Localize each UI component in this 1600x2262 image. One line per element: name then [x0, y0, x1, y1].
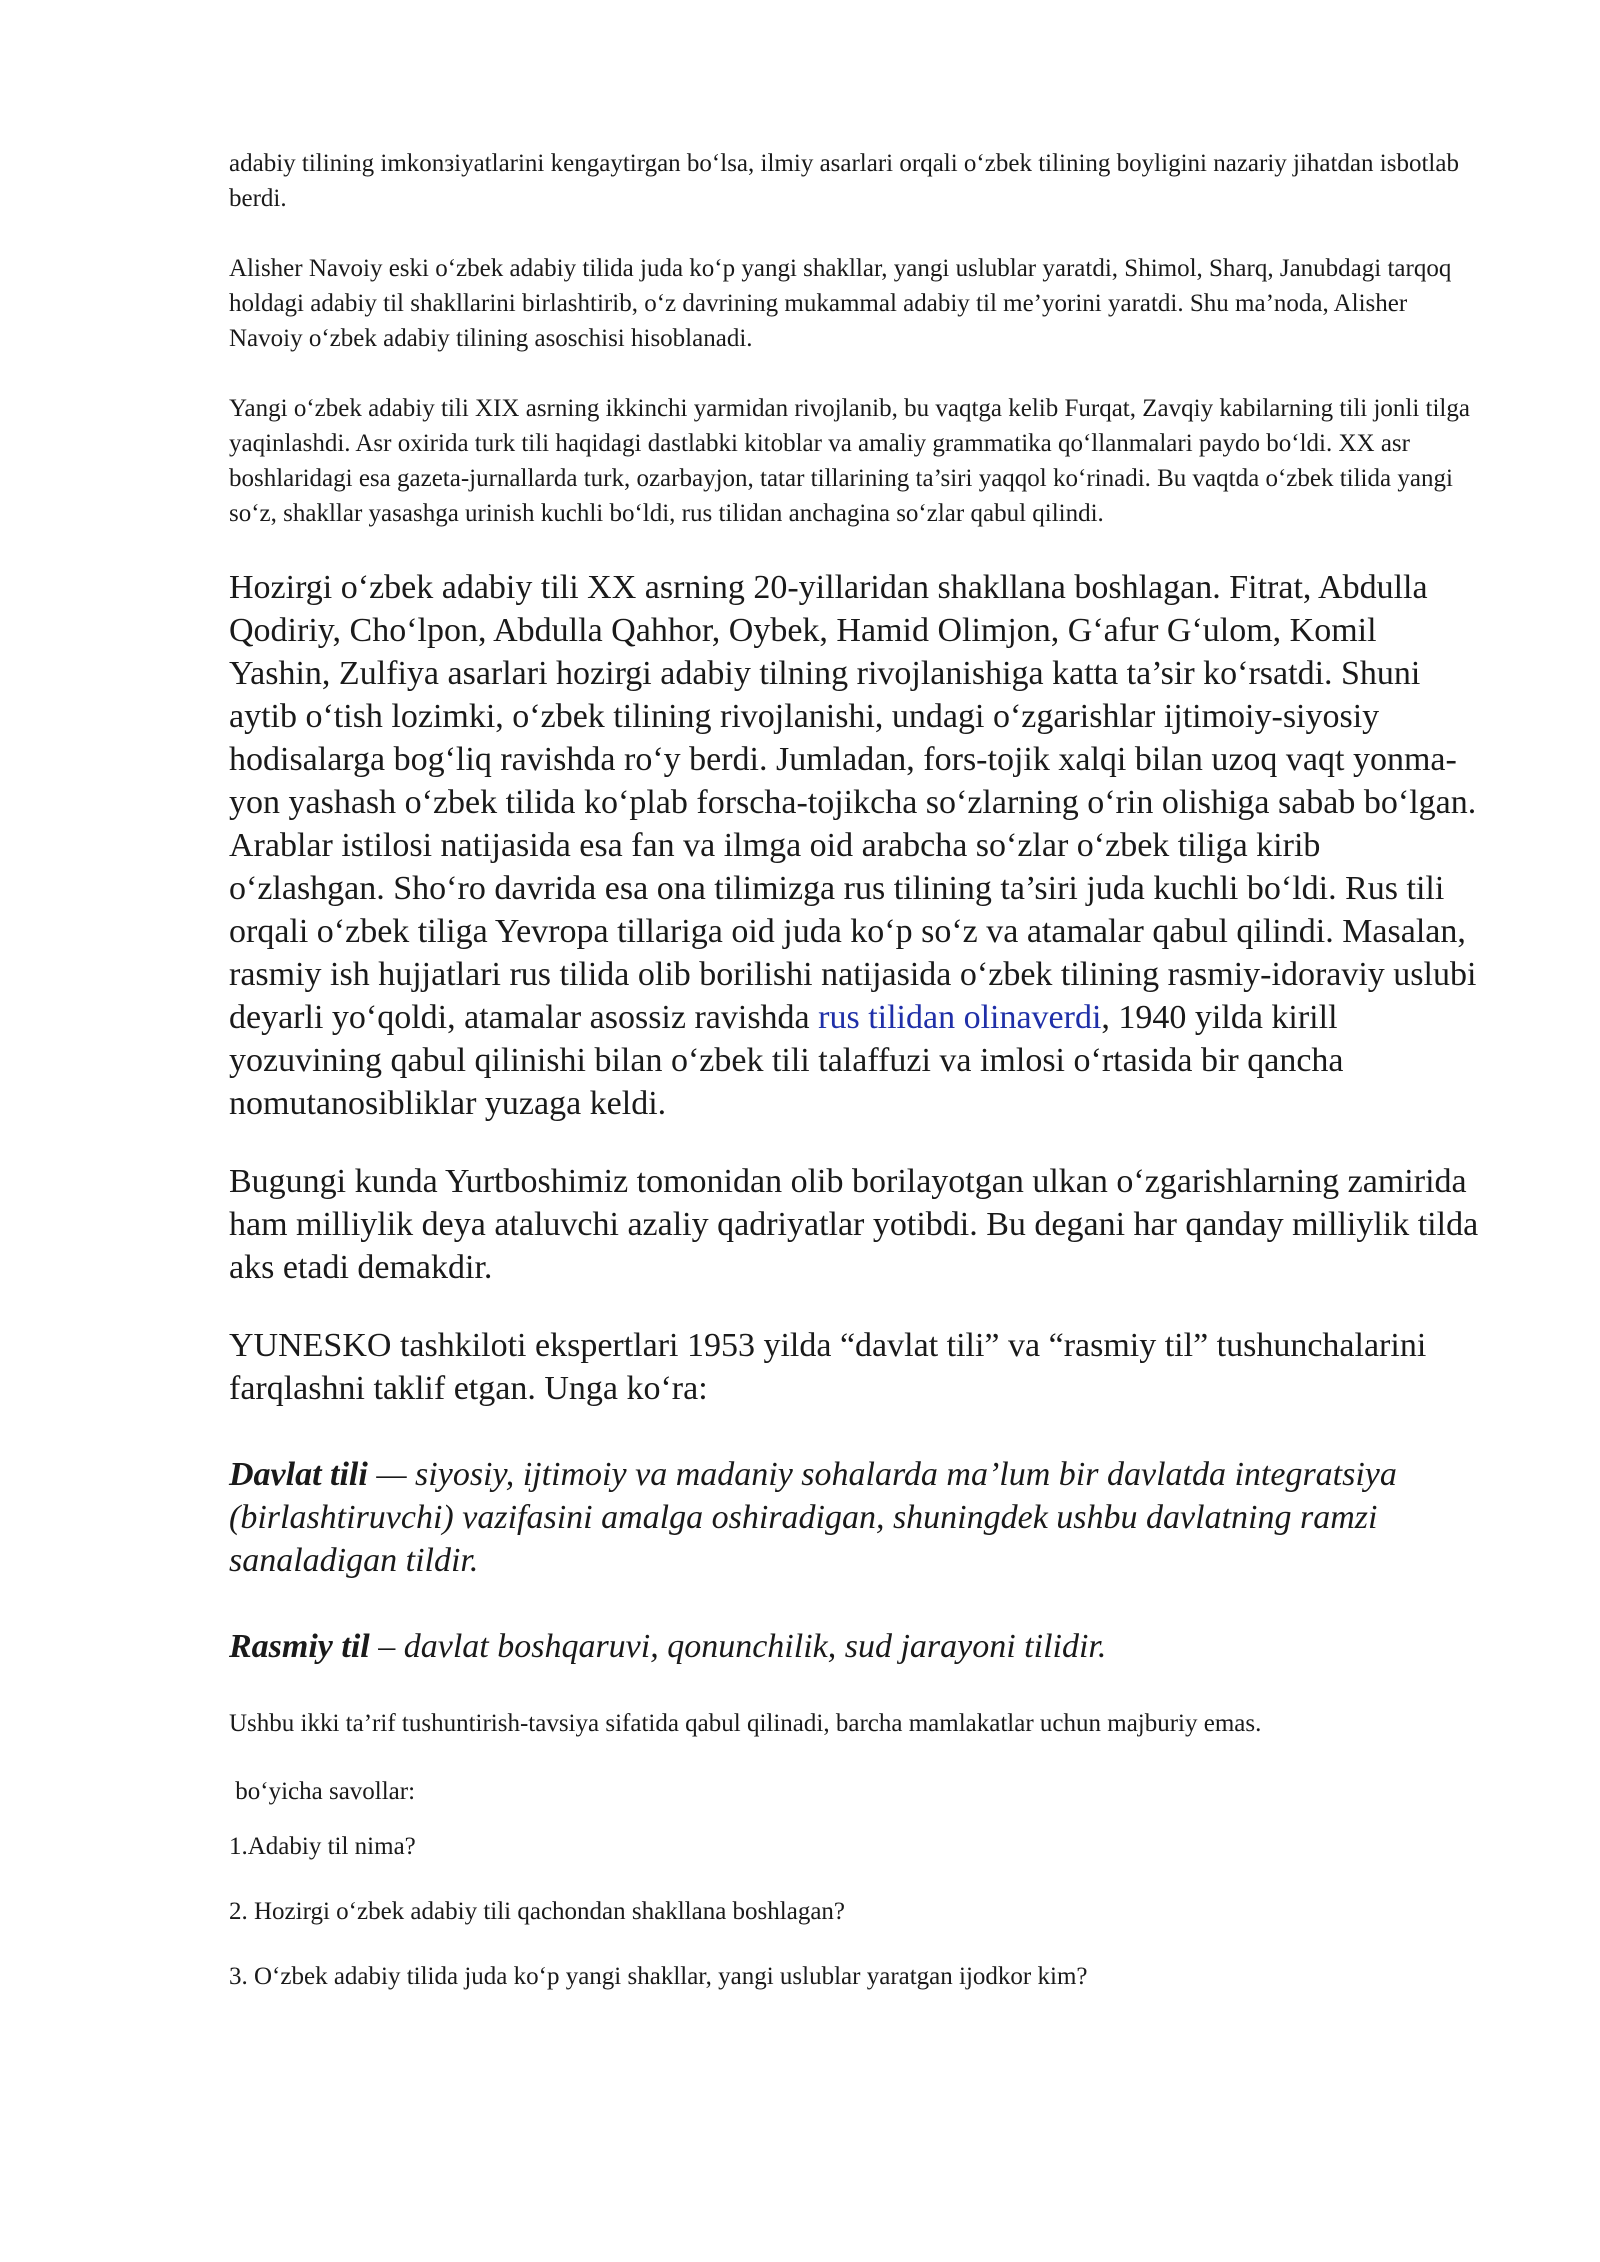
paragraph-text: Hozirgi o‘zbek adabiy tili XX asrning 20-yillaridan shakllana boshlagan. Fitrat, Abdulla Qodiriy, Cho‘lpon, Abdulla Qahhor, Oybek, Hamid Olimjon, G‘afur G‘ulom, Komil Yashin, Zulfiya asarlari hozirgi adabiy tilning rivojlanishiga katta ta’sir ko‘rsatdi. Shuni aytib o‘tish lozimki, o‘zbek tilining rivojlanishi, undagi o‘zgarishlar ijtimoiy-siyosiy hodisalarga bog‘liq ravishda ro‘y berdi. Jumladan, fors-tojik xalqi bilan uzoq vaqt yonma-yon yashash o‘zbek tilida ko‘plab forscha-tojikcha so‘zlarning o‘rin olishiga sabab bo‘lgan. Arablar istilosi natijasida esa fan va ilmga oid arabcha so‘zlar o‘zbek tiliga kirib o‘zlashgan. Sho‘ro davrida esa ona tilimizga rus tilining ta’siri juda kuchli bo‘ldi. Rus tili orqali o‘zbek tiliga Yevropa tillariga oid juda ko‘p so‘z va atamalar qabul qilindi. Masalan, rasmiy ish hujjatlari rus tilida olib borilishi natijasida o‘zbek tilining rasmiy-idoraviy uslubi deyarli yo‘qoldi, atamalar asossiz ravishda	[229, 569, 1477, 1036]
question-item: 1.Adabiy til nima?	[229, 1833, 416, 1860]
paragraph-today: Bugungi kunda Yurtboshimiz tomonidan olib borilayotgan ulkan o‘zgarishlarning zamirida ham milliylik deya ataluvchi azaliy qadriyatlar yotibdi. Bu degani har qanday milliylik tilda aks etadi demakdir.	[229, 1163, 1479, 1286]
definition-text: – davlat boshqaruvi, qonunchilik, sud jarayoni tilidir.	[369, 1628, 1107, 1665]
paragraph-text: , 1940 yilda kirill yozuvining qabul qilinishi bilan o‘zbek tili talaffuzi va imlosi o‘rtasida bir qancha nomutanosibliklar yuzaga keldi.	[229, 999, 1344, 1122]
paragraph-navoiy-intro-end: adabiy tilining imkonзiyatlarini kengaytirgan bo‘lsa, ilmiy asarlari orqali o‘zbek tilining boyligini nazariy jihatdan isbotlab berdi.	[229, 150, 1459, 212]
term-davlat-tili: Davlat tili	[229, 1456, 368, 1493]
definition-state-language	[229, 1453, 1484, 1582]
paragraph-note: Ushbu ikki ta’rif tushuntirish-tavsiya sifatida qabul qilinadi, barcha mamlakatlar uchun majburiy emas.	[229, 1710, 1262, 1737]
paragraph-modern-uzbek-language	[229, 566, 1484, 1125]
paragraph-unesco: YUNESKO tashkiloti ekspertlari 1953 yilda “davlat tili” va “rasmiy til” tushunchalarini farqlashni taklif etgan. Unga ko‘ra:	[229, 1327, 1427, 1407]
question-item: 3. O‘zbek adabiy tilida juda ko‘p yangi shakllar, yangi uslublar yaratgan ijodkor kim?	[229, 1963, 1088, 1990]
definition-official-language	[229, 1625, 1484, 1668]
definition-text: — siyosiy, ijtimoiy va madaniy sohalarda ma’lum bir davlatda integratsiya (birlashtiruvchi) vazifasini amalga oshiradigan, shuningdek ushbu davlatning ramzi sanaladigan tildir.	[229, 1456, 1397, 1579]
question-item: 2. Hozirgi o‘zbek adabiy tili qachondan shakllana boshlagan?	[229, 1898, 846, 1925]
questions-list	[229, 1829, 1484, 1994]
term-rasmiy-til: Rasmiy til	[229, 1628, 370, 1665]
hyperlink-rus-tilidan[interactable]: rus tilidan olinaverdi	[818, 999, 1102, 1036]
paragraph-new-uzbek-language: Yangi o‘zbek adabiy tili XIX asrning ikkinchi yarmidan rivojlanib, bu vaqtga kelib Furqat, Zavqiy kabilarning tili jonli tilga yaqinlashdi. Asr oxirida turk tili haqidagi dastlabki kitoblar va amaliy grammatika qo‘llanmalari paydo bo‘ldi. XX asr boshlaridagi esa gazeta-jurnallarda turk, ozarbayjon, tatar tillarining ta’siri yaqqol ko‘rinadi. Bu vaqtda o‘zbek tilida yangi so‘z, shakllar yasashga urinish kuchli bo‘ldi, rus tilidan anchagina so‘zlar qabul qilindi.	[229, 395, 1470, 527]
paragraph-navoiy: Alisher Navoiy eski o‘zbek adabiy tilida juda ko‘p yangi shakllar, yangi uslublar yaratdi, Shimol, Sharq, Janubdagi tarqoq holdagi adabiy til shakllarini birlashtirib, o‘z davrining mukammal adabiy til me’yorini yaratdi. Shu ma’noda, Alisher Navoiy o‘zbek adabiy tilining asoschisi hisoblanadi.	[229, 255, 1452, 352]
questions-heading: bo‘yicha savollar:	[229, 1778, 416, 1805]
document-page	[229, 146, 1484, 1994]
